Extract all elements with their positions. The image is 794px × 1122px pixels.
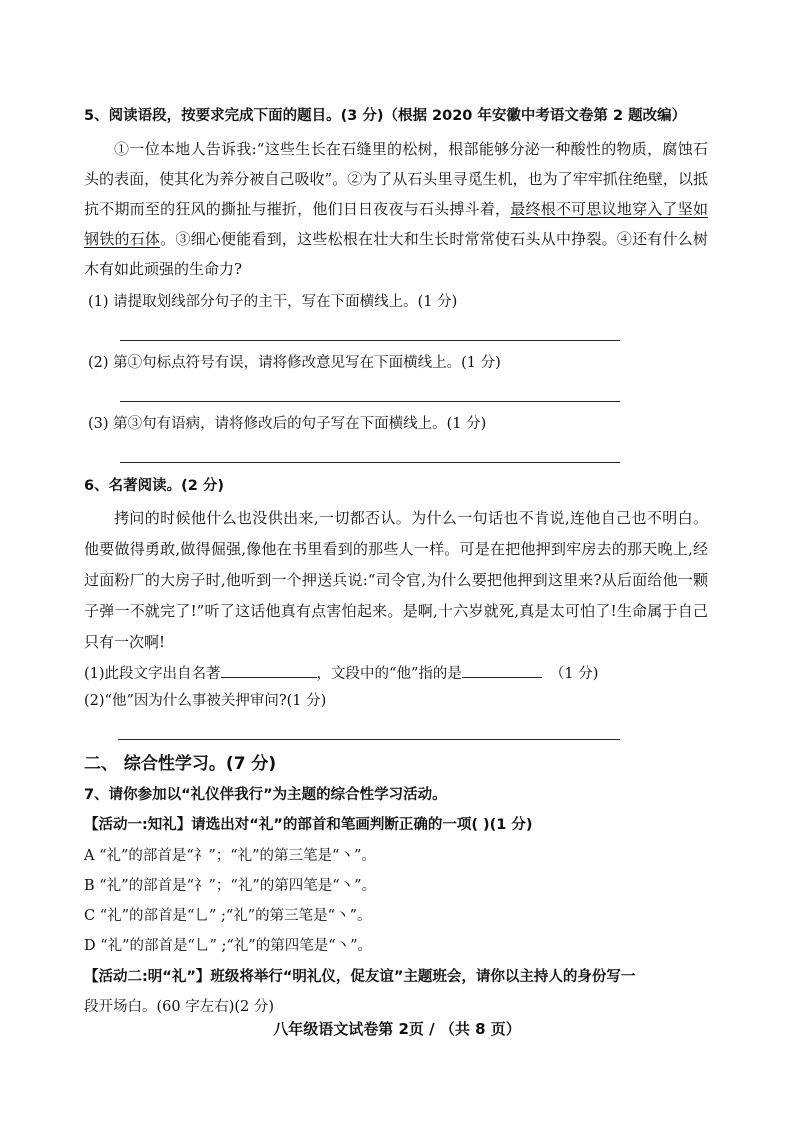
q5-sub1: (1) 请提取划线部分句子的主干，写在下面横线上。(1 分) (88, 294, 458, 310)
q7-activity-2-line1: 【活动二:明“礼”】班级将举行“明礼仪，促友谊”主题班会，请你以主持人的身份写一 (84, 969, 636, 985)
q6-sub1 (84, 661, 598, 684)
q5-sub3-answer-line[interactable] (120, 462, 620, 463)
q6-passage (84, 503, 708, 658)
section-2-heading: 二、 综合性学习。(7 分) (84, 754, 277, 774)
q7-title: 7、请你参加以“礼仪伴我行”为主题的综合性学习活动。 (84, 787, 447, 803)
q5-passage-part-b: 。③细心便能看到，这些松根在壮大和生长时常常使石头从中挣裂。④还有什么树木有如此顽强的生命力? (84, 230, 708, 278)
q5-title: 5、阅读语段，按要求完成下面的题目。(3 分)（根据 2020 年安徽中考语文卷第 2 题改编） (84, 108, 687, 124)
q6-sub2: (2)“他”因为什么事被关押审问?(1 分) (84, 693, 327, 709)
q7-option-c: C “礼”的部首是“乚” ;“礼”的第三笔是“丶”。 (84, 908, 372, 924)
q7-option-b: B “礼”的部首是“礻”；“礼”的第四笔是“丶”。 (84, 878, 377, 894)
q6-sub2-answer-line[interactable] (118, 739, 620, 740)
q6-sub1-text-a: (1)此段文字出自名著 (84, 666, 221, 682)
q7-activity-1: 【活动一:知礼】请选出对“礼”的部首和笔画判断正确的一项( )(1 分) (84, 817, 533, 833)
q5-underlined-sentence: 最终根不可思议地穿入了坚如钢铁的石体 (84, 200, 708, 248)
q6-passage-text: 拷问的时候他什么也没供出来,一切都否认。为什么一句话也不肯说,连他自己也不明白。他要做得勇敢,做得倔强,像他在书里看到的那些人一样。可是在把他押到牢房去的那天晚上,经过面粉厂的大房子时,他听到一个押送兵说:“司令官,为什么要把他押到这里来?从后面给他一颗子弹一不就完了!”听了这话他真有点害怕起来。是啊,十六岁就死,真是太可怕了!生命属于自己只有一次啊! (84, 509, 708, 651)
q6-sub1-score: （1 分) (549, 666, 599, 682)
q7-option-a: A “礼”的部首是“礻”；“礼”的第三笔是“丶”。 (84, 848, 376, 864)
q5-sub3: (3) 第③句有语病，请将修改后的句子写在下面横线上。(1 分) (88, 416, 487, 432)
q5-sub1-answer-line[interactable] (120, 340, 620, 341)
q6-sub1-text-b: ，文段中的“他”指的是 (316, 666, 462, 682)
q6-book-title-blank[interactable] (221, 661, 317, 678)
q7-option-d: D “礼”的部首是“乚” ;“礼”的第四笔是“丶”。 (84, 938, 373, 954)
q7-activity-2-line2: 段开场白。(60 字左右)(2 分) (84, 999, 275, 1015)
q6-title: 6、名著阅读。(2 分) (84, 478, 224, 494)
q5-passage (84, 134, 708, 284)
q5-sub2-answer-line[interactable] (120, 401, 620, 402)
q6-character-blank[interactable] (462, 661, 542, 678)
q5-passage-part-a: ①一位本地人告诉我:“这些生长在石缝里的松树，根部能够分泌一种酸性的物质，腐蚀石头的表面，使其化为养分被自己吸收”。②为了从石头里寻觅生机，也为了牢牢抓住绝壁，以抵抗不期而至的狂风的撕扯与摧折，他们日日夜夜与石头搏斗着， (84, 140, 708, 218)
q5-sub2: (2) 第①句标点符号有误，请将修改意见写在下面横线上。(1 分) (88, 355, 501, 371)
page-footer: 八年级语文试卷第 2页 / （共 8 页） (273, 1020, 521, 1038)
